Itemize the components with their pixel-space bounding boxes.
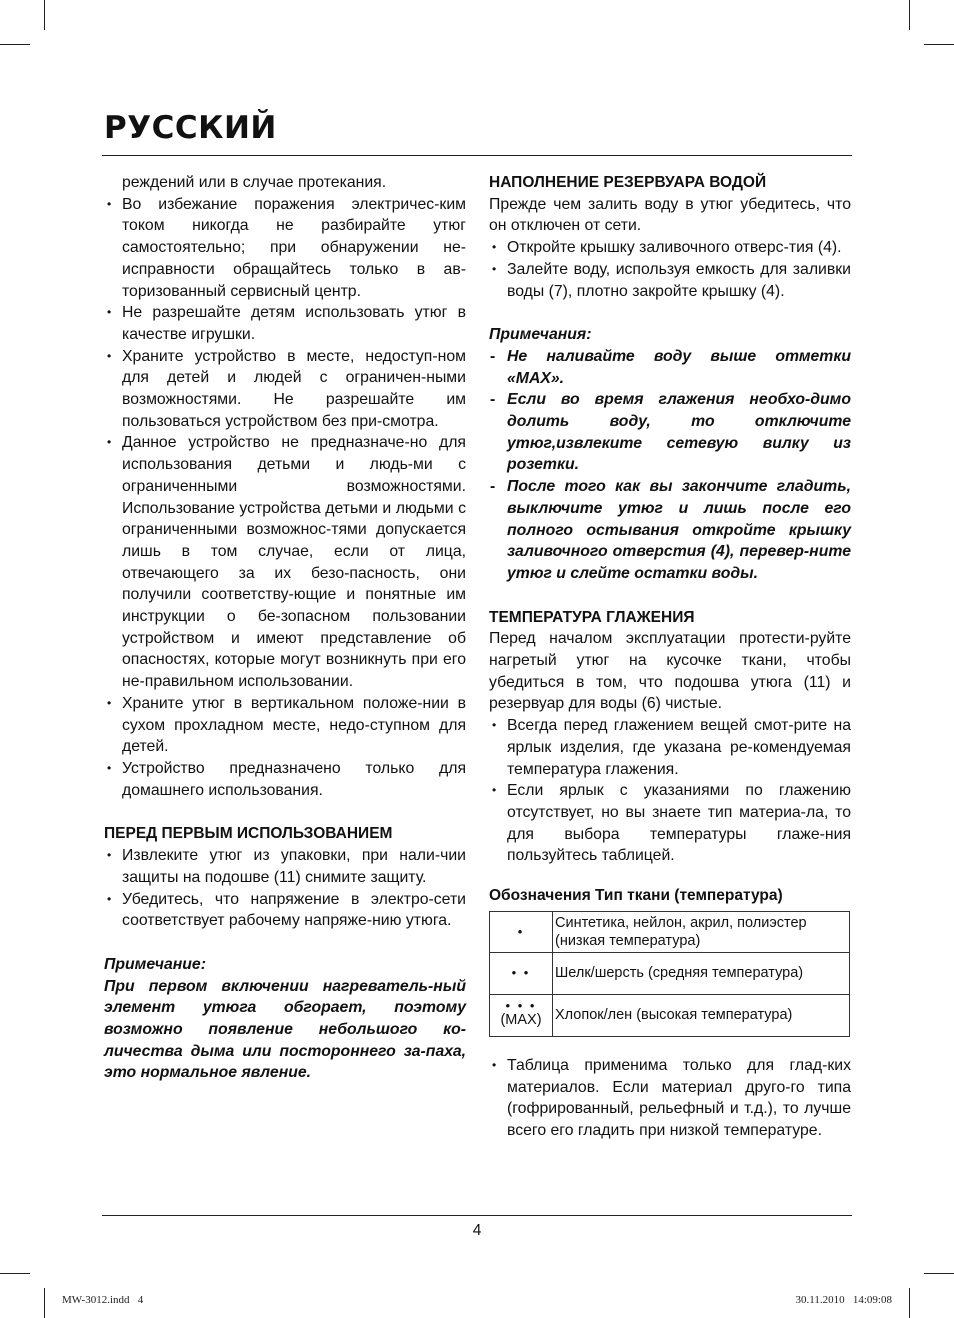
- list-item: • Залейте воду, используя емкость для заливки воды (7), плотно закройте крышку (4).: [489, 259, 851, 302]
- note-item: - Если во время глажения необхо-димо долить воду, то отключите утюг,извлеките сетевую вилку из розетки.: [489, 389, 851, 476]
- crop-mark: [44, 0, 45, 30]
- list-item: • Храните утюг в вертикальном положе-нии в сухом прохладном месте, недо-ступном для детей.: [104, 693, 466, 758]
- temp-intro: Перед началом эксплуатации протести-руйте нагретый утюг на кусочке ткани, чтобы убедиться в том, что подошва утюга (11) и резервуар для воды (6) чистые.: [489, 630, 851, 713]
- table-row: [490, 911, 850, 952]
- left-column: [104, 172, 466, 1084]
- crop-mark: [909, 0, 910, 30]
- note-text: При первом включении нагреватель-ный элемент утюга обгорает, поэтому возможно появление небольшого ко-личества дыма или постороннего за-паха, это нормальное явление.: [104, 977, 466, 1082]
- section-heading-fill: НАПОЛНЕНИЕ РЕЗЕРВУАРА ВОДОЙ: [489, 174, 767, 191]
- iron-dot-symbol: •: [490, 911, 553, 952]
- table-row: [490, 994, 850, 1036]
- list-item: • Откройте крышку заливочного отверс-тия (4).: [489, 237, 851, 259]
- iron-dot-symbol: • •: [490, 952, 553, 994]
- continued-text: реждений или в случае протекания.: [122, 174, 387, 191]
- header-rule: [102, 155, 852, 156]
- max-label: (MAX): [500, 1012, 542, 1029]
- table-row: [490, 952, 850, 994]
- list-item: • Таблица применима только для глад-ких материалов. Если материал друго-го типа (гофрированный, рельефный и т.д.), то лучше всего его гладить при низкой температуре.: [489, 1055, 851, 1142]
- crop-mark: [0, 1273, 30, 1274]
- fabric-cell: Шелк/шерсть (средняя температура): [553, 952, 850, 994]
- note-title: Примечание:: [104, 955, 206, 973]
- list-item: • Если ярлык с указаниями по глажению отсутствует, но вы знаете тип материа-ла, то для выбора температуры глаже-ния пользуйтесь таблицей.: [489, 780, 851, 867]
- right-column: [489, 172, 851, 1142]
- list-item: • Храните устройство в месте, недоступ-ном для детей и людей с ограничен-ными возможностями. Не разрешайте им пользоваться устройством без при-смотра.: [104, 346, 466, 433]
- page-number: 4: [472, 1222, 482, 1239]
- crop-mark: [44, 1288, 45, 1318]
- fill-intro: Прежде чем залить воду в утюг убедитесь, что он отключен от сети.: [489, 195, 851, 235]
- print-file-name: MW-3012.indd 4: [62, 1294, 144, 1306]
- list-item: • Устройство предназначено только для домашнего использования.: [104, 758, 466, 801]
- section-heading-first-use: ПЕРЕД ПЕРВЫМ ИСПОЛЬЗОВАНИЕМ: [104, 825, 393, 843]
- list-item: • Извлеките утюг из упаковки, при нали-чии защиты на подошве (11) снимите защиту.: [104, 845, 466, 888]
- print-timestamp: 30.11.2010 14:09:08: [795, 1294, 892, 1306]
- note-item: - Не наливайте воду выше отметки «MAX».: [489, 346, 851, 389]
- note-item: - После того как вы закончите гладить, выключите утюг и лишь после его полного остывания откройте крышку заливочного отверстия (4), перевер-ните утюг и слейте остатки воды.: [489, 476, 851, 585]
- crop-mark: [924, 1273, 954, 1274]
- page-title: РУССКИЙ: [104, 110, 277, 146]
- section-heading-temperature: ТЕМПЕРАТУРА ГЛАЖЕНИЯ: [489, 608, 695, 626]
- fabric-cell: Синтетика, нейлон, акрил, полиэстер (низкая температура): [553, 911, 850, 952]
- list-item: • Во избежание поражения электричес-ким током никогда не разбирайте утюг самостоятельно; при обнаружении не-исправности обращайтесь только в ав-торизованный сервисный центр.: [104, 194, 466, 303]
- table-caption: Обозначения Тип ткани (температура): [489, 887, 783, 905]
- iron-dot-symbol: • • • (MAX): [490, 994, 553, 1036]
- crop-mark: [0, 44, 30, 45]
- fabric-cell: Хлопок/лен (высокая температура): [553, 994, 850, 1036]
- list-item: • Убедитесь, что напряжение в электро-сети соответствует рабочему напряже-нию утюга.: [104, 889, 466, 932]
- notes-title: Примечания:: [489, 326, 592, 344]
- temperature-table: [489, 911, 850, 1037]
- list-item: • Не разрешайте детям использовать утюг в качестве игрушки.: [104, 302, 466, 345]
- list-item: • Данное устройство не предназначе-но для использования детьми и людь-ми с ограниченными возможностями. Использование устройства детьми и людьми с ограниченными возможнос-тями допускается лишь в том случае, если от лица, отвечающего за их безо-пасность, они получили соответству-ющие и понятные им инструкции о бе-зопасном пользовании устройством и имеют представление об опасностях, которые могут возникнуть при его не-правильном использовании.: [104, 432, 466, 692]
- list-item: • Всегда перед глажением вещей смот-рите на ярлык изделия, где указана ре-комендуемая температура глажения.: [489, 715, 851, 780]
- crop-mark: [924, 44, 954, 45]
- footer-rule: [102, 1215, 852, 1216]
- crop-mark: [909, 1288, 910, 1318]
